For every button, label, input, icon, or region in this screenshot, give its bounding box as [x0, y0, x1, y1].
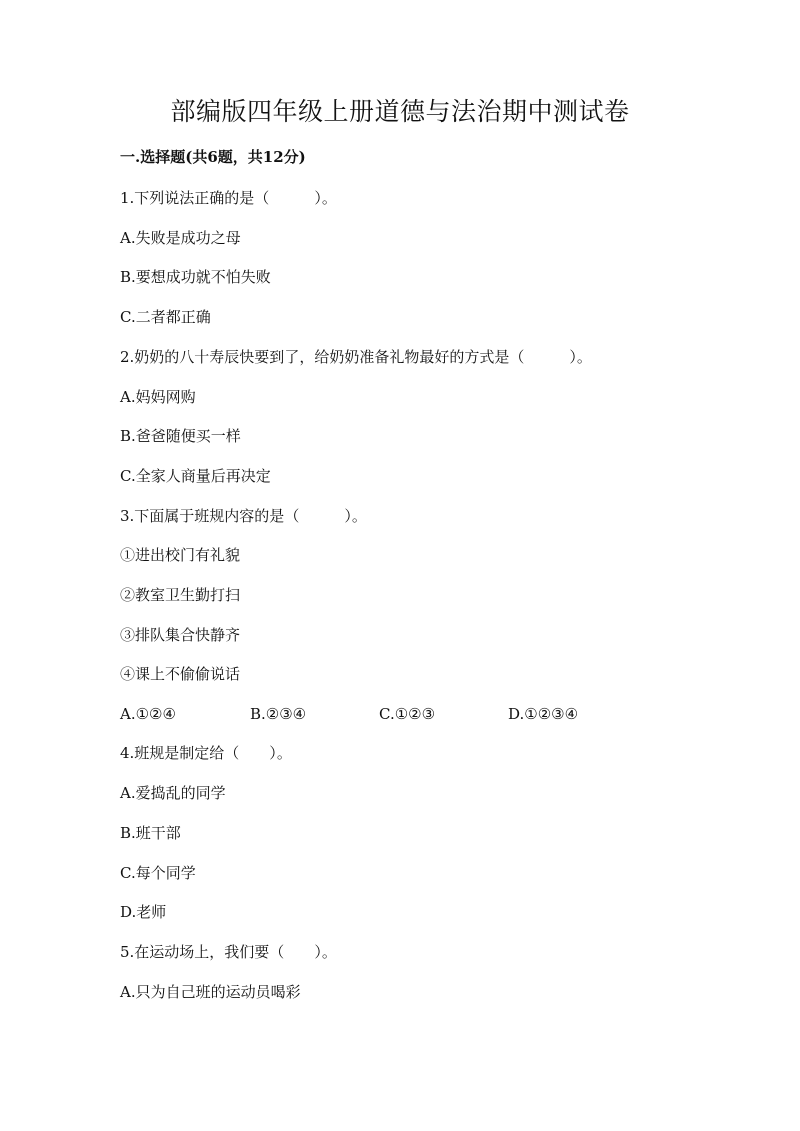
- question-2-option-a: A.妈妈网购: [120, 388, 196, 406]
- question-2-option-b: B.爸爸随便买一样: [120, 427, 241, 445]
- question-2-stem: 2.奶奶的八十寿辰快要到了，给奶奶准备礼物最好的方式是（ ）。: [120, 348, 592, 366]
- question-5-option-a: A.只为自己班的运动员喝彩: [120, 983, 301, 1001]
- section-heading: 一.选择题(共6题，共12分): [120, 148, 306, 166]
- question-3-option-c: C.①②③: [379, 705, 436, 723]
- question-4-option-a: A.爱捣乱的同学: [120, 784, 226, 802]
- question-3-option-d: D.①②③④: [508, 705, 579, 723]
- question-4-stem: 4.班规是制定给（ ）。: [120, 744, 292, 762]
- question-3-stem: 3.下面属于班规内容的是（ ）。: [120, 507, 367, 525]
- question-4-option-d: D.老师: [120, 903, 167, 921]
- question-4-option-b: B.班干部: [120, 824, 181, 842]
- question-3-options-row: [120, 702, 680, 726]
- exam-title: 部编版四年级上册道德与法治期中测试卷: [170, 97, 630, 126]
- question-1-option-c: C.二者都正确: [120, 308, 211, 326]
- question-3-statement-2: ②教室卫生勤打扫: [120, 586, 241, 604]
- question-3-option-a: A.①②④: [120, 705, 176, 723]
- question-1-option-b: B.要想成功就不怕失败: [120, 268, 271, 286]
- question-1-option-a: A.失败是成功之母: [120, 229, 241, 247]
- question-3-option-b: B.②③④: [250, 705, 307, 723]
- question-5-stem: 5.在运动场上，我们要（ ）。: [120, 943, 337, 961]
- question-3-statement-3: ③排队集合快静齐: [120, 626, 241, 644]
- question-3-statement-4: ④课上不偷偷说话: [120, 665, 241, 683]
- question-4-option-c: C.每个同学: [120, 864, 196, 882]
- question-3-statement-1: ①进出校门有礼貌: [120, 546, 241, 564]
- question-2-option-c: C.全家人商量后再决定: [120, 467, 271, 485]
- question-1-stem: 1.下列说法正确的是（ ）。: [120, 189, 337, 207]
